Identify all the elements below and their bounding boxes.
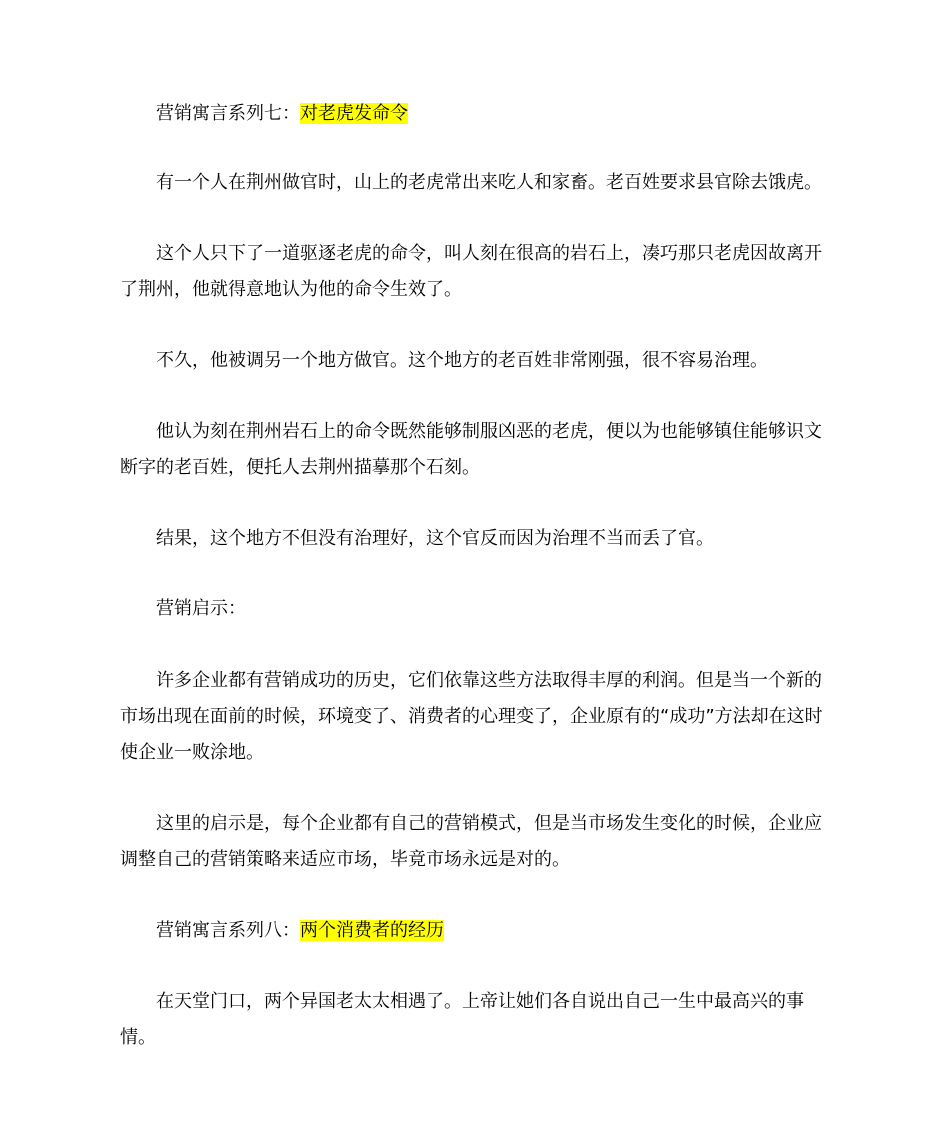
paragraph: 不久，他被调另一个地方做官。这个地方的老百姓非常刚强，很不容易治理。 — [156, 350, 768, 371]
paragraph: 有一个人在荆州做官时，山上的老虎常出来吃人和家畜。老百姓要求县官除去饿虎。 — [156, 172, 822, 193]
section-7-title — [120, 96, 830, 132]
paragraph: 结果，这个地方不但没有治理好，这个官反而因为治理不当而丢了官。 — [156, 528, 714, 549]
paragraph: 这里的启示是，每个企业都有自己的营销模式，但是当市场发生变化的时候，企业应调整自己的营销策略来适应市场，毕竟市场永远是对的。 — [120, 813, 822, 870]
section-8-title-highlight: 两个消费者的经历 — [300, 920, 444, 941]
section-7-title-highlight: 对老虎发命令 — [300, 103, 408, 124]
paragraph: 他认为刻在荆州岩石上的命令既然能够制服凶恶的老虎，便以为也能够镇住能够识文断字的老百姓，便托人去荆州描摹那个石刻。 — [120, 421, 822, 478]
section-7-title-prefix: 营销寓言系列七： — [156, 103, 300, 124]
heading-marketing-insight: 营销启示： — [156, 598, 246, 619]
paragraph: 这个人只下了一道驱逐老虎的命令，叫人刻在很高的岩石上，凑巧那只老虎因故离开了荆州，他就得意地认为他的命令生效了。 — [120, 243, 822, 300]
section-8-title-prefix: 营销寓言系列八： — [156, 920, 300, 941]
paragraph: 在天堂门口，两个异国老太太相遇了。上帝让她们各自说出自己一生中最高兴的事情。 — [120, 991, 804, 1048]
paragraph: 许多企业都有营销成功的历史，它们依靠这些方法取得丰厚的利润。但是当一个新的市场出现在面前的时候，环境变了、消费者的心理变了，企业原有的“成功”方法却在这时使企业一败涂地。 — [120, 670, 823, 763]
section-8-title — [120, 913, 830, 949]
